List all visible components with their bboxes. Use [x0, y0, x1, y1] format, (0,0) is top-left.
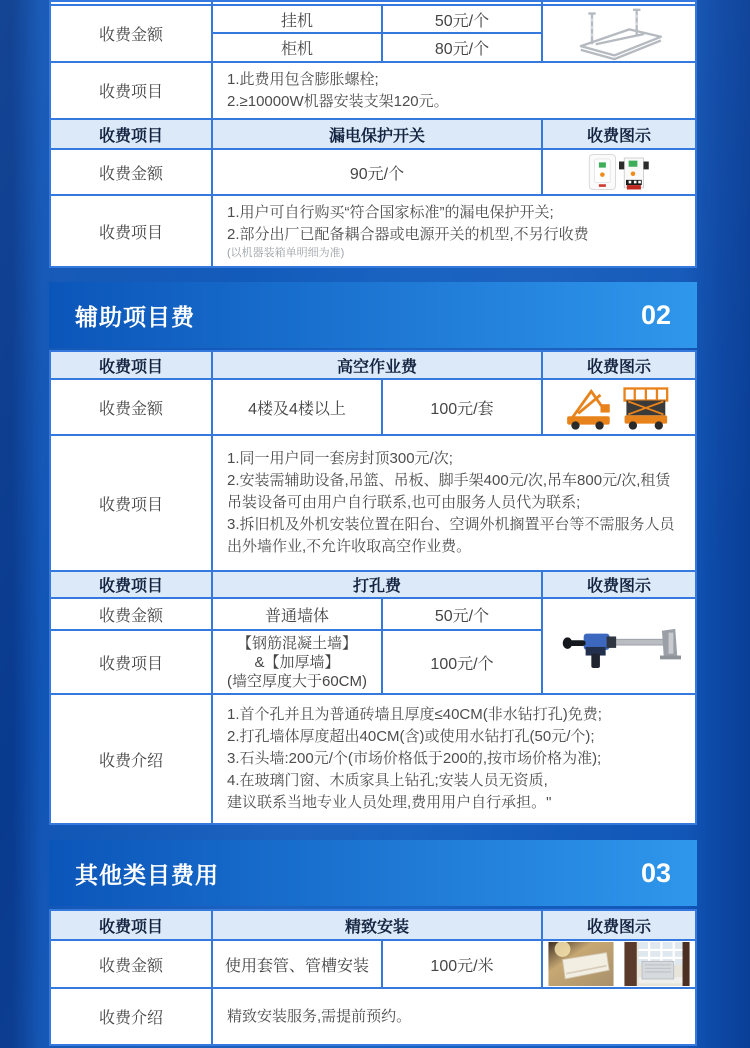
header-breaker-title: 漏电保护开关 [213, 120, 541, 148]
aerial-project-text [213, 436, 695, 570]
cut-row-cell [51, 2, 211, 4]
bracket-project-text [213, 63, 695, 118]
label-fee-amount: 收费金额 [51, 599, 211, 629]
section-title: 辅助项目费 [75, 303, 195, 330]
header-drill-title: 打孔费 [213, 572, 541, 597]
breaker-project-text [213, 196, 695, 266]
header-fee-item: 收费项目 [51, 572, 211, 597]
wall-ac-photo [545, 942, 617, 986]
price-thick-wall: 100元/个 [383, 631, 541, 693]
label-fee-project: 收费项目 [51, 196, 211, 266]
label-fee-amount: 收费金额 [51, 941, 211, 987]
text-line: 1.此费用包含膨胀螺栓; [227, 70, 379, 88]
header-fee-item: 收费项目 [51, 352, 211, 378]
price-breaker: 90元/个 [213, 150, 541, 194]
refined-install-photos [543, 941, 695, 987]
text-line: 3.拆旧机及外机安装位置在阳台、空调外机搁置平台等不需服务人员出外墙作业,不允许收取高空作业费。 [227, 516, 675, 555]
image-cell-drill [543, 599, 695, 693]
fees-table-other [49, 909, 697, 1046]
water-drill-rig-icon [543, 599, 695, 693]
price-aerial: 100元/套 [383, 380, 541, 434]
label-fee-project: 收费项目 [51, 631, 211, 693]
section-title: 其他类目费用 [75, 861, 219, 888]
text-line: 2.打孔墙体厚度超出40CM(含)或使用水钻打孔(50元/个); [227, 728, 595, 745]
text-line: (墙空厚度大于60CM) [226, 672, 367, 690]
label-fee-intro: 收费介绍 [51, 989, 211, 1044]
header-fee-item: 收费项目 [51, 911, 211, 939]
refined-intro-text [213, 989, 695, 1044]
value-hanging-unit: 挂机 [213, 6, 381, 32]
header-refined-title: 精致安装 [213, 911, 541, 939]
text-line: 1.用户可自行购买“符合国家标准”的漏电保护开关; [227, 204, 554, 221]
value-aerial-condition: 4楼及4楼以上 [213, 380, 381, 434]
cut-row-cell [213, 2, 541, 4]
text-line: 2.部分出厂已配备耦合器或电源开关的机型,不另行收费 [227, 226, 589, 243]
header-fee-image: 收费图示 [543, 352, 695, 378]
header-fee-item: 收费项目 [51, 120, 211, 148]
text-line: 建议联系当地专业人员处理,费用用户自行承担。" [227, 794, 552, 811]
text-line: 精致安装服务,需提前预约。 [227, 1007, 412, 1025]
cut-row-cell [543, 2, 695, 4]
text-line: 4.在玻璃门窗、木质家具上钻孔;安装人员无资质, [227, 772, 548, 789]
text-line: 2.安装需辅助设备,吊篮、吊板、脚手架400元/次,吊车800元/次,租赁吊装设备可由用户自行联系,也可由服务人员代为联系; [227, 472, 671, 511]
price-refined: 100元/米 [383, 941, 541, 987]
window-ac-photo [621, 942, 693, 986]
text-line: 【钢筋混凝土墙】 [236, 634, 357, 652]
price-cabinet-unit: 80元/个 [383, 34, 541, 61]
text-line: 1.首个孔并且为普通砖墙且厚度≤40CM(非水钻打孔)免费; [227, 706, 602, 723]
drill-intro-text [213, 695, 695, 823]
section-number: 03 [640, 857, 671, 888]
price-hanging-unit: 50元/个 [383, 6, 541, 32]
image-cell-lifts [543, 380, 695, 434]
value-refined-condition: 使用套管、管槽安装 [213, 941, 381, 987]
fees-table-top [49, 0, 697, 268]
text-line: 2.≥10000W机器安装支架120元。 [227, 92, 449, 110]
label-fee-amount: 收费金额 [51, 380, 211, 434]
image-cell-breaker [543, 150, 695, 194]
label-fee-intro: 收费介绍 [51, 695, 211, 823]
label-fee-amount: 收费金额 [51, 6, 211, 61]
text-line: &【加厚墙】 [254, 653, 340, 671]
section-band-auxiliary [49, 282, 697, 348]
price-normal-wall: 50元/个 [383, 599, 541, 629]
header-aerial-title: 高空作业费 [213, 352, 541, 378]
image-cell-refined [543, 941, 695, 987]
leakage-protection-switch-icon [543, 150, 695, 194]
text-line: 1.同一用户同一套房封顶300元/次; [227, 450, 453, 467]
thick-wall-cell [213, 631, 381, 693]
image-cell-bracket [543, 6, 695, 61]
section-number: 02 [640, 299, 671, 330]
label-fee-project: 收费项目 [51, 63, 211, 118]
header-fee-image: 收费图示 [543, 572, 695, 597]
label-fee-project: 收费项目 [51, 436, 211, 570]
text-line: 3.石头墙:200元/个(市场价格低于200的,按市场价格为准); [227, 750, 602, 767]
header-fee-image: 收费图示 [543, 911, 695, 939]
fees-table-auxiliary [49, 350, 697, 825]
text-note: (以机器装箱单明细为准) [227, 247, 345, 259]
label-fee-amount: 收费金额 [51, 150, 211, 194]
aerial-work-platform-icon [543, 380, 695, 434]
value-normal-wall: 普通墙体 [213, 599, 381, 629]
value-cabinet-unit: 柜机 [213, 34, 381, 61]
header-fee-image: 收费图示 [543, 120, 695, 148]
section-band-other [49, 840, 697, 906]
wall-mount-bracket-icon [543, 6, 695, 61]
